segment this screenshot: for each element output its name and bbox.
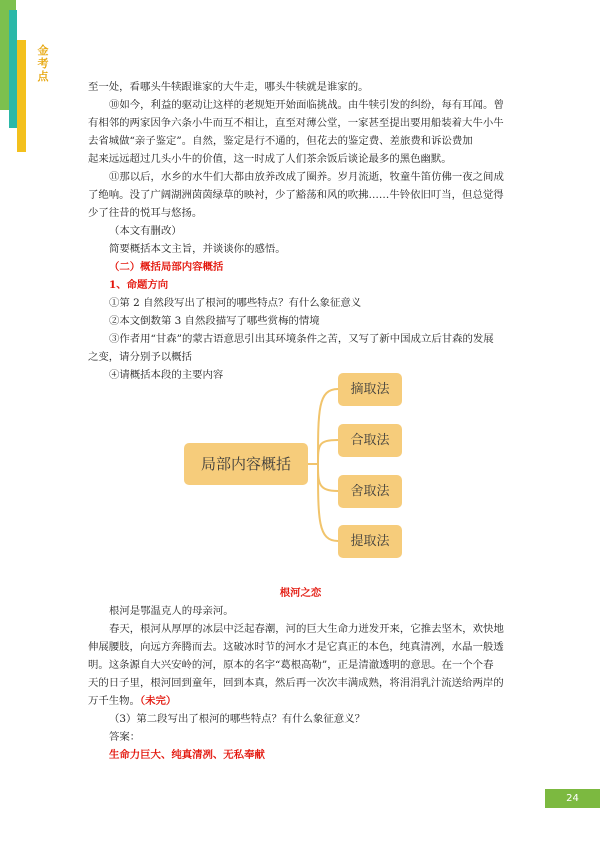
article-line-last [88, 692, 513, 710]
body-line: 去省城做“亲子鉴定”。自然，鉴定是行不通的，但花去的鉴定费、差旅费和诉讼费加 [88, 135, 473, 147]
mindmap-leaf-node: 摘取法 [338, 373, 402, 406]
body-line: 少了往昔的悦耳与悠扬。 [88, 207, 203, 219]
article-line: 万千生物。 [88, 695, 140, 707]
article-line: 天的日子里，根河回到童年，回到本真，然后再一次次丰满成熟，将涓涓乳汁流送给两岸的 [88, 677, 504, 689]
unfinished-mark: （未完） [139, 695, 177, 707]
side-label-char: 点 [37, 70, 49, 83]
body-line: 有相邻的两家因争六条小牛而互不相让，直至对薄公堂，一家甚至提出要用船装着大牛小牛 [88, 117, 504, 129]
mindmap-leaf-node: 提取法 [338, 525, 402, 558]
article-line: 伸展腰肢，向远方奔腾而去。这破冰时节的河水才是它真正的本色，纯真清冽，水晶一般透 [88, 641, 504, 653]
body-line: 至一处，看哪头牛犊跟谁家的大牛走，哪头牛犊就是谁家的。 [88, 81, 369, 93]
connector-line [318, 389, 338, 464]
direction-item: 之变，请分别予以概括 [88, 351, 192, 363]
body-line: ⑪那以后，水乡的水牛们大都由放养改成了圈养。岁月流逝，牧童牛笛仿佛一夜之间成 [109, 171, 504, 183]
side-label-char: 金 [37, 44, 49, 57]
side-label [37, 44, 49, 83]
task-prompt: 简要概括本文主旨，并谈谈你的感悟。 [109, 243, 286, 255]
question: （3）第二段写出了根河的哪些特点？有什么象征意义？ [109, 713, 365, 725]
body-line: 起来远远超过几头小牛的价值，这一时成了人们茶余饭后谈论最多的黑色幽默。 [88, 153, 452, 165]
direction-item: ④请概括本段的主要内容 [109, 369, 224, 381]
source-note: （本文有删改） [109, 225, 182, 237]
direction-item: ③作者用“甘森”的蒙古语意思引出其环境条件之苦，又写了新中国成立后甘森的发展 [109, 333, 494, 345]
body-line: 了绝响。没了广阔湖洲茵茵绿草的映衬，少了豁荡和风的吹拂……牛铃依旧叮当，但总觉得 [88, 189, 504, 201]
decor-bar-teal [9, 10, 17, 128]
article-line: 根河是鄂温克人的母亲河。 [109, 605, 234, 617]
direction-item: ①第 2 自然段写出了根河的哪些特点？有什么象征意义 [109, 297, 362, 309]
page-number: 24 [545, 789, 600, 808]
mindmap-leaf-node: 舍取法 [338, 475, 402, 508]
article-line: 春天，根河从厚厚的冰层中泛起春潮，河的巨大生命力迸发开来，它推去坚木，欢快地 [109, 623, 504, 635]
connector-line [318, 440, 338, 464]
mindmap-leaf-node: 合取法 [338, 424, 402, 457]
connector-line [318, 464, 338, 491]
answer-text: 生命力巨大、纯真清冽、无私奉献 [109, 749, 265, 761]
section-heading: （二）概括局部内容概括 [109, 261, 224, 273]
article-line: 明。这条源自大兴安岭的河，原本的名字“葛根高勒”，正是清澈透明的意思。在一个个春 [88, 659, 494, 671]
side-label-char: 考 [37, 57, 49, 70]
connector-line [318, 464, 338, 541]
subsection-heading: 1、命题方向 [109, 279, 169, 291]
decor-bar-yellow [17, 40, 26, 152]
body-line: ⑩如今，利益的驱动让这样的老规矩开始面临挑战。由牛犊引发的纠纷，每有耳闻。曾 [109, 99, 504, 111]
answer-label: 答案： [109, 731, 141, 743]
direction-item: ②本文倒数第 3 自然段描写了哪些赏梅的情境 [109, 315, 320, 327]
mindmap-root-node: 局部内容概括 [184, 443, 308, 485]
article-title: 根河之恋 [279, 587, 322, 599]
